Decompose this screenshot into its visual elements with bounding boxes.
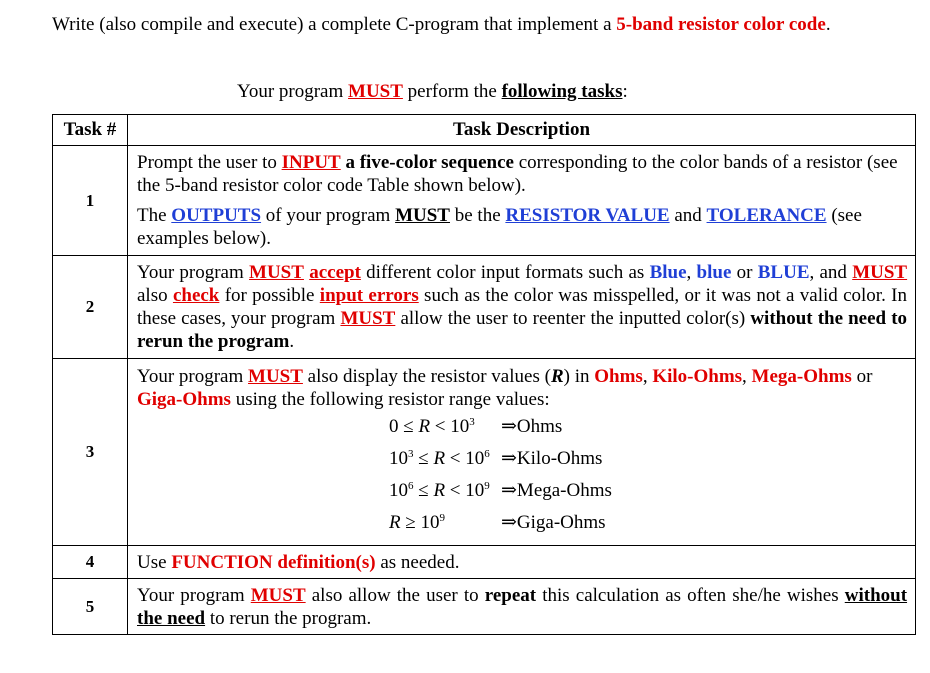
exponent: 6 bbox=[408, 480, 414, 492]
text: , and bbox=[809, 262, 847, 283]
text: or bbox=[736, 262, 753, 283]
task-number: 5 bbox=[53, 579, 128, 635]
must-keyword: MUST bbox=[249, 262, 304, 283]
five-color-sequence: five-color sequence bbox=[359, 152, 514, 173]
text: ≥ 10 bbox=[400, 512, 440, 533]
exponent: 6 bbox=[484, 448, 490, 460]
text: (see examples below). bbox=[137, 205, 862, 249]
text: Your program bbox=[137, 366, 244, 387]
text: , bbox=[642, 366, 648, 387]
input-errors-keyword: input errors bbox=[319, 285, 419, 306]
table-row bbox=[53, 359, 916, 546]
task-description bbox=[128, 146, 916, 256]
text: Prompt the user to bbox=[137, 152, 277, 173]
tasks-subtitle bbox=[237, 80, 628, 104]
range-ohms bbox=[389, 411, 907, 443]
text: different color input formats such as bbox=[366, 262, 645, 283]
text: 10 bbox=[389, 480, 408, 501]
text: 0 ≤ bbox=[389, 416, 419, 437]
must-keyword: MUST bbox=[248, 366, 303, 387]
range-kilo-ohms bbox=[389, 443, 907, 475]
implies-arrow: ⇒ bbox=[501, 480, 517, 501]
text: ) in bbox=[563, 366, 590, 387]
subtitle-text-2: perform the bbox=[407, 81, 497, 102]
ohms-unit: Ohms bbox=[594, 366, 643, 387]
text: be the bbox=[454, 205, 501, 226]
r-symbol: R bbox=[550, 366, 564, 387]
text: ≤ bbox=[413, 448, 434, 469]
task3-text bbox=[137, 365, 907, 411]
function-keyword: FUNCTION definition(s) bbox=[171, 551, 376, 573]
kilo-ohms-unit: Kilo-Ohms bbox=[652, 366, 743, 387]
without-need-phrase: without the need bbox=[137, 584, 908, 629]
table-row bbox=[53, 146, 916, 256]
r-symbol: R bbox=[433, 448, 446, 469]
subtitle-following-tasks: following tasks bbox=[501, 81, 623, 102]
task-number: 4 bbox=[53, 546, 128, 579]
text: to rerun the program. bbox=[209, 607, 372, 629]
text: also allow the user to bbox=[311, 584, 479, 606]
without-rerun-phrase: without the need to rerun the program bbox=[137, 308, 908, 352]
resistor-value-keyword: RESISTOR VALUE bbox=[505, 205, 670, 226]
text: this calculation as often she/he wishes bbox=[542, 584, 839, 606]
text: corresponding to the color bands of a resistor (see the 5-band resistor color code Table shown below). bbox=[137, 152, 898, 196]
task1-paragraph-2 bbox=[137, 204, 907, 250]
must-keyword: MUST bbox=[250, 584, 306, 606]
text: < 10 bbox=[445, 448, 485, 469]
header-task-description: Task Description bbox=[128, 115, 916, 146]
table-row bbox=[53, 256, 916, 359]
range-unit: Mega-Ohms bbox=[516, 480, 612, 501]
must-keyword: MUST bbox=[395, 205, 450, 226]
exponent: 3 bbox=[408, 448, 414, 460]
mega-ohms-unit: Mega-Ohms bbox=[751, 366, 852, 387]
task-description bbox=[128, 579, 916, 635]
task-number: 3 bbox=[53, 359, 128, 546]
text: and bbox=[674, 205, 702, 226]
accept-keyword: accept bbox=[309, 262, 361, 283]
must-keyword: MUST bbox=[340, 308, 396, 329]
implies-arrow: ⇒ bbox=[501, 448, 517, 469]
tolerance-keyword: TOLERANCE bbox=[706, 205, 827, 226]
text: also bbox=[137, 285, 168, 306]
text: , bbox=[742, 366, 747, 387]
implies-arrow: ⇒ bbox=[501, 512, 517, 533]
task-description bbox=[128, 256, 916, 359]
input-keyword: INPUT bbox=[281, 152, 341, 173]
resistor-range-list bbox=[389, 411, 907, 539]
range-mega-ohms bbox=[389, 475, 907, 507]
text: using the following resistor range values: bbox=[235, 389, 550, 410]
text: ≤ bbox=[413, 480, 434, 501]
must-keyword: MUST bbox=[852, 262, 908, 283]
text: such as the color was misspelled, or it was not a valid color. In these cases, your program bbox=[137, 285, 907, 329]
text: , bbox=[686, 262, 692, 283]
assignment-intro bbox=[52, 13, 872, 37]
r-symbol: R bbox=[418, 416, 431, 437]
check-keyword: check bbox=[172, 285, 220, 306]
task-number: 2 bbox=[53, 256, 128, 359]
tasks-table bbox=[52, 114, 916, 635]
r-symbol: R bbox=[433, 480, 446, 501]
text: < 10 bbox=[445, 480, 485, 501]
subtitle-colon: : bbox=[622, 81, 628, 102]
outputs-keyword: OUTPUTS bbox=[171, 205, 262, 226]
text: 10 bbox=[389, 448, 408, 469]
text: Your program bbox=[137, 584, 245, 606]
text: Your program bbox=[137, 262, 244, 283]
range-unit: Kilo-Ohms bbox=[516, 448, 603, 469]
blue-example: BLUE bbox=[757, 262, 810, 283]
blue-example: blue bbox=[696, 262, 732, 283]
task1-paragraph-1 bbox=[137, 151, 907, 197]
text: Use bbox=[137, 551, 167, 573]
text: allow the user to reenter the inputted color(s) bbox=[400, 308, 746, 329]
task-description bbox=[128, 359, 916, 546]
exponent: 9 bbox=[484, 480, 490, 492]
text: < 10 bbox=[430, 416, 470, 437]
text: . bbox=[289, 331, 295, 352]
text: for possible bbox=[224, 285, 315, 306]
table-header-row bbox=[53, 115, 916, 146]
range-unit: Ohms bbox=[516, 416, 563, 437]
subtitle-text: Your program bbox=[237, 81, 344, 102]
giga-ohms-unit: Giga-Ohms bbox=[137, 389, 231, 410]
table-row bbox=[53, 546, 916, 579]
text: as needed. bbox=[380, 551, 460, 573]
text: also display the resistor values ( bbox=[307, 366, 551, 387]
table-row bbox=[53, 579, 916, 635]
intro-text: Write (also compile and execute) a complete C-program that implement a bbox=[52, 14, 612, 35]
range-giga-ohms bbox=[389, 507, 907, 539]
text: or bbox=[856, 366, 873, 387]
text: The bbox=[137, 205, 167, 226]
intro-highlight: 5-band resistor color code bbox=[616, 14, 826, 35]
text: a bbox=[345, 152, 355, 173]
text: of your program bbox=[265, 205, 391, 226]
intro-period: . bbox=[825, 14, 831, 35]
blue-example: Blue bbox=[649, 262, 687, 283]
implies-arrow: ⇒ bbox=[501, 416, 517, 437]
task-number: 1 bbox=[53, 146, 128, 256]
subtitle-must: MUST bbox=[348, 81, 403, 102]
exponent: 3 bbox=[469, 416, 475, 428]
task-description bbox=[128, 546, 916, 579]
exponent: 9 bbox=[439, 512, 446, 524]
range-unit: Giga-Ohms bbox=[516, 512, 606, 533]
r-symbol: R bbox=[389, 512, 401, 533]
repeat-keyword: repeat bbox=[484, 584, 537, 606]
header-task-num: Task # bbox=[53, 115, 128, 146]
